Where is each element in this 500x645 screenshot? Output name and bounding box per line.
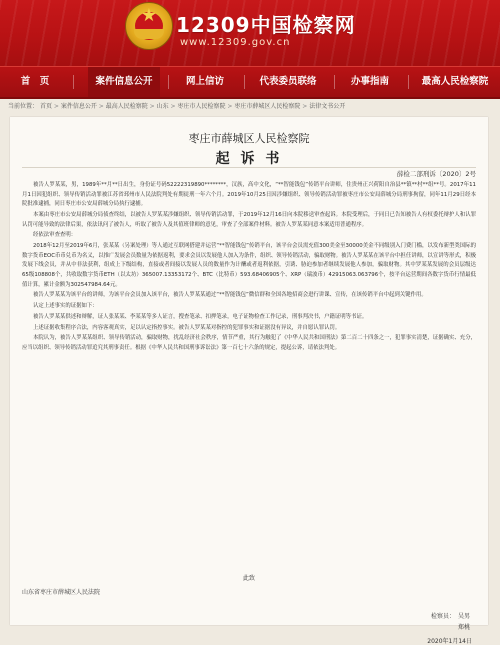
document-paragraph: 经依法审查查明：	[33, 232, 77, 239]
breadcrumb-prefix: 当前位置：	[8, 103, 39, 110]
nav-divider	[334, 75, 335, 89]
document-paragraph: 本案由枣庄市公安局薛城分局侦查终结，以被告人罗某某涉嫌组织、领导传销活动罪，于2019年12月16日向本院移送审查起诉。本院受理后，于同日已告知被告人有权委托辩护人和认罪认罚可能导致的法律后果，依法讯问了被告人，听取了被告人及其值班律师的意见，审查了全部案件材料。被告人罗某某同意本案适用普通程序。	[22, 211, 476, 228]
breadcrumb-separator: >	[170, 103, 178, 110]
document-date: 2020年1月14日	[427, 638, 472, 645]
document-paragraph: 认定上述事实的证据如下：	[33, 303, 98, 310]
breadcrumb-separator: >	[302, 103, 310, 110]
document-paragraph: 被告人罗某某，男，1989年**月**日出生，身份证号码52222319890********，汉族，高中文化，“**智能钱包”传销平台讲师，住贵州正兴荷阳自治县**镇**村**组**号。2017年11月1日因犯组织、领导传销活动罪被江苏省邳州市人民法院判处有期徒刑一年六个月。2019年10月25日因涉嫌组织、领导传销活动罪被枣庄市公安局薛城分局刑事拘留，同年11月29日经本院批准逮捕，同日枣庄市公安局薛城分局执行逮捕。	[22, 182, 476, 208]
site-url: www.12309.gov.cn	[180, 37, 291, 48]
document-paragraph: 上述证据收集程序合法，内容客观真实，足以认定指控事实。被告人罗某某对指控的犯罪事实和证据没有异议，并自愿认罪认罚。	[33, 324, 341, 331]
breadcrumb-item[interactable]: 首页	[39, 103, 52, 110]
breadcrumb-separator: >	[98, 103, 106, 110]
nav-item-representative-liaison[interactable]: 代表委员联络	[259, 76, 317, 87]
breadcrumb-item[interactable]: 枣庄市薛城区人民检察院	[234, 103, 301, 110]
closing-salutation: 此致	[242, 575, 255, 582]
breadcrumb-item[interactable]: 最高人民检察院	[105, 103, 148, 110]
national-emblem-icon	[125, 2, 173, 50]
title-divider	[22, 167, 476, 168]
document-paragraph: 2018年12月至2019年6月，张某某（另案处理）等人通过互联网搭建并运营“**智能钱包”传销平台，该平台会员需充值300美金至30000美金不同级别入门费门槛，以发布新型类国际的数字货币EOC币币兑币为名义，以推广发展会员数量为依据返利，要求会员以发展他人加入为条件，组织、领导传销活动，骗取财物。被告人罗某某在该平台中担任讲师，以宣讲等形式，积极发展下线会员，并从中非法获利，组成上下级结构，直接或者间接以发展人员的数量作为计酬或者返利依据，引诱、胁迫参加者继续发展他人参加，骗取财物。其中罗某某发展的会员层级达65级108808个，共收取数字货币ETH（以太坊）365007.13353172个、BTC（比特币）593.68406905个、XRP（瑞波币）42915063.063796个，按平台运营期间各数字货币行情最低值计算，累计金额为302547984.64元。	[22, 243, 476, 288]
nav-item-case-info[interactable]: 案件信息公开	[88, 67, 160, 97]
assistant-signature: 郑桃	[457, 624, 470, 631]
document-number: 薛检二部刑诉〔2020〕2号	[396, 170, 476, 178]
breadcrumb	[8, 100, 492, 114]
breadcrumb-separator: >	[53, 103, 61, 110]
breadcrumb-item[interactable]: 山东	[156, 103, 169, 110]
emblem-base	[134, 29, 164, 39]
indictment-document	[10, 117, 488, 645]
nav-item-home[interactable]: 首 页	[20, 76, 50, 87]
prosecutor-signature: 检察员： 吴男	[430, 613, 470, 620]
breadcrumb-item[interactable]: 枣庄市人民检察院	[177, 103, 226, 110]
nav-item-petition[interactable]: 网上信访	[185, 76, 224, 87]
document-paragraph: 被告人罗某某为该平台的讲师，为该平台会员加入该平台，被告人罗某某通过“**智能钱包”微信群和全国各地招商会进行讲课、宣传，在该传销平台中起到关键作用。	[33, 292, 427, 299]
breadcrumb-separator: >	[227, 103, 235, 110]
site-logo-text[interactable]: 12309中国检察网	[176, 13, 356, 37]
nav-divider	[244, 75, 245, 89]
document-paragraph: 被告人罗某某供述和辩解，证人张某某、李某某等多人证言，搜查笔录、扣押笔录，电子证物检查工作记录，刑事判决书，户籍证明等书证。	[33, 313, 368, 320]
nav-divider	[73, 75, 74, 89]
breadcrumb-item[interactable]: 案件信息公开	[60, 103, 97, 110]
document-body	[22, 181, 476, 561]
breadcrumb-separator: >	[149, 103, 157, 110]
breadcrumb-item[interactable]: 法律文书公开	[309, 103, 346, 110]
nav-divider	[408, 75, 409, 89]
document-org: 枣庄市薛城区人民检察院	[188, 132, 310, 145]
site-header	[0, 0, 500, 66]
document-title: 起 诉 书	[215, 151, 283, 167]
emblem-star: ★	[140, 5, 158, 26]
nav-divider	[168, 75, 169, 89]
nav-item-supreme-procuratorate[interactable]: 最高人民检察院	[421, 76, 489, 87]
court-addressee: 山东省枣庄市薛城区人民法院	[22, 589, 101, 596]
document-paragraph: 本院认为，被告人罗某某组织、领导传销活动，骗取财物，扰乱经济社会秩序，情节严重，其行为触犯了《中华人民共和国刑法》第二百二十四条之一，犯罪事实清楚，证据确实、充分，应当以组织、领导传销活动罪追究其刑事责任。根据《中华人民共和国刑事诉讼法》第一百七十六条的规定，提起公诉，请依法判处。	[22, 335, 476, 351]
main-nav	[0, 66, 500, 99]
nav-item-guide[interactable]: 办事指南	[350, 76, 389, 87]
